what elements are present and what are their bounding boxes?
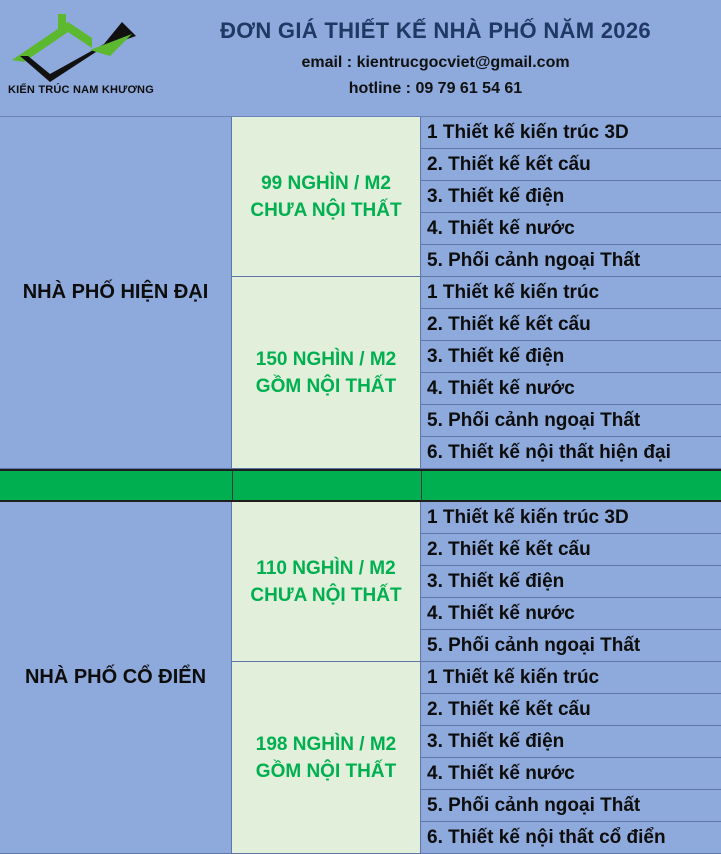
contact-hotline: hotline : 09 79 61 54 61 [348, 80, 523, 97]
list-item: 5. Phối cảnh ngoại Thất [421, 405, 721, 437]
price-scope: GỒM NỘI THẤT [255, 375, 397, 397]
price-scope: CHƯA NỘI THẤT [250, 199, 402, 221]
price-package-classic-basic [232, 502, 421, 662]
list-item: 6. Thiết kế nội thất cổ điển [421, 822, 721, 854]
sheet-header [0, 0, 721, 117]
logo-brand-text: KIẾN TRÚC NAM KHƯƠNG [8, 84, 154, 96]
list-item: 1 Thiết kế kiến trúc [421, 277, 721, 309]
list-item: 4. Thiết kế nước [421, 213, 721, 245]
list-item: 4. Thiết kế nước [421, 758, 721, 790]
list-item: 4. Thiết kế nước [421, 598, 721, 630]
price-package-modern-full [232, 277, 421, 469]
list-item: 3. Thiết kế điện [421, 341, 721, 373]
list-item: 3. Thiết kế điện [421, 566, 721, 598]
list-item: 2. Thiết kế kết cấu [421, 309, 721, 341]
list-item: 2. Thiết kế kết cấu [421, 694, 721, 726]
list-item: 3. Thiết kế điện [421, 726, 721, 758]
price-package-classic-full [232, 662, 421, 854]
price-amount: 198 NGHÌN / M2 [255, 733, 397, 755]
list-item: 1 Thiết kế kiến trúc [421, 662, 721, 694]
section-separator [0, 469, 721, 502]
contact-email: email : kientrucgocviet@gmail.com [301, 54, 570, 71]
list-item: 6. Thiết kế nội thất hiện đại [421, 437, 721, 469]
list-item: 1 Thiết kế kiến trúc 3D [421, 117, 721, 149]
price-scope: CHƯA NỘI THẤT [250, 584, 402, 606]
price-amount: 110 NGHÌN / M2 [256, 557, 396, 579]
category-modern-townhouse: NHÀ PHỐ HIỆN ĐẠI [0, 117, 232, 469]
price-amount: 99 NGHÌN / M2 [261, 172, 391, 194]
list-item: 3. Thiết kế điện [421, 181, 721, 213]
list-item: 5. Phối cảnh ngoại Thất [421, 245, 721, 277]
list-item: 4. Thiết kế nước [421, 373, 721, 405]
house-logo-icon [6, 4, 154, 114]
list-item: 5. Phối cảnh ngoại Thất [421, 790, 721, 822]
list-item: 2. Thiết kế kết cấu [421, 534, 721, 566]
list-item: 2. Thiết kế kết cấu [421, 149, 721, 181]
category-classic-townhouse: NHÀ PHỐ CỔ ĐIỂN [0, 502, 232, 854]
price-amount: 150 NGHÌN / M2 [255, 348, 397, 370]
page-title: ĐƠN GIÁ THIẾT KẾ NHÀ PHỐ NĂM 2026 [220, 18, 651, 43]
price-package-modern-basic [232, 117, 421, 277]
price-scope: GỒM NỘI THẤT [255, 760, 397, 782]
list-item: 1 Thiết kế kiến trúc 3D [421, 502, 721, 534]
list-item: 5. Phối cảnh ngoại Thất [421, 630, 721, 662]
